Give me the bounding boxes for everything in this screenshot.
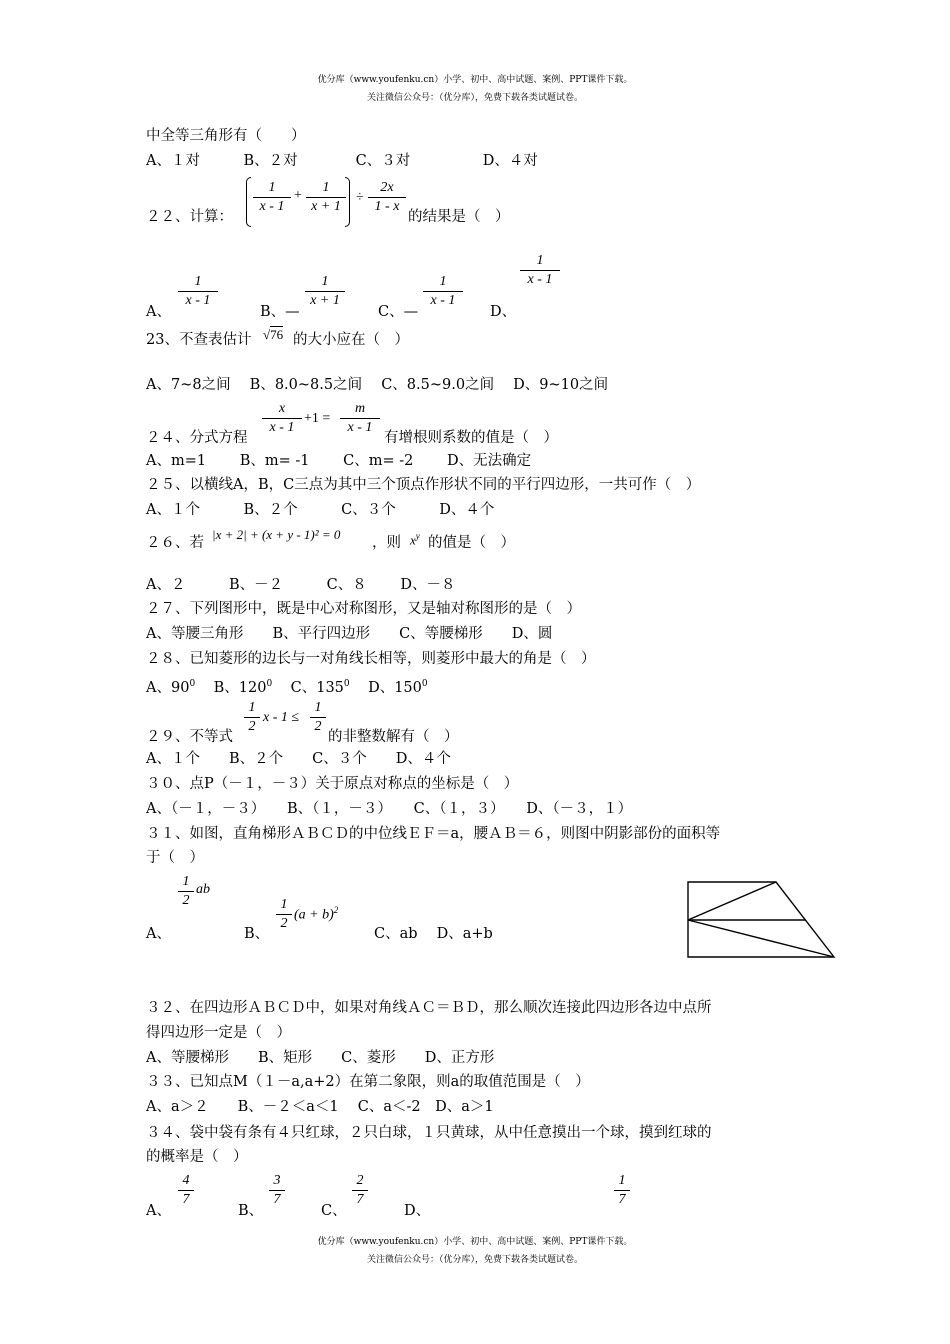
- q22-option-a-frac: $\frac{1}{x - 1}$: [178, 273, 218, 310]
- q27-options: A、等腰三角形 B、平行四边形 C、等腰梯形 D、圆: [146, 626, 553, 642]
- q29-stem-suffix: 的非整数解有（ ）: [328, 729, 459, 745]
- q31-optB-label: B、: [244, 926, 270, 942]
- q31-optCD: C、ab D、a+b: [374, 926, 493, 942]
- q23-stem-prefix: 23、不查表估计: [146, 332, 252, 348]
- q34-option-c-label: C、: [321, 1203, 347, 1219]
- q31-stem-line1: ３１、如图，直角梯形ＡＢＣＤ的中位线ＥＦ＝a，腰ＡＢ＝６，则图中阴影部份的面积等: [146, 826, 721, 842]
- q34-option-d-frac: $\frac{1}{7}$: [614, 1172, 630, 1209]
- q22-option-b-label: B、—: [260, 304, 300, 320]
- q22-frac2: $\frac{1}{x + 1}$: [306, 179, 346, 216]
- q33-options: A、a＞２ B、－２＜a＜1 C、a＜-2 D、a＞1: [146, 1099, 494, 1115]
- q23-radicand: 76: [270, 327, 284, 342]
- q26-stem-suffix: 的值是（ ）: [428, 535, 515, 551]
- q32-options: A、等腰梯形 B、矩形 C、菱形 D、正方形: [146, 1050, 495, 1066]
- q23-stem-suffix: 的大小应在（ ）: [293, 332, 409, 348]
- q26-options: A、２ B、－２ C、８ D、－８: [146, 577, 456, 593]
- q34-stem-line2: 的概率是（ ）: [146, 1149, 248, 1165]
- q22-plus: +: [294, 188, 302, 203]
- q31-optA-label: A、: [146, 926, 171, 942]
- q34-option-b-frac: $\frac{3}{7}$: [269, 1172, 285, 1209]
- q28-option-a: A、90: [146, 679, 190, 696]
- q30-options: A、（－１，－３） B、（１，－３） C、（１，３） D、（－３，１）: [146, 801, 633, 817]
- q22-right-paren: [345, 177, 350, 227]
- page-footer-line1: 优分库（www.youfenku.cn）小学、初中、高中试题、案例、PPT课件下载。: [317, 1237, 633, 1247]
- q32-stem-line1: ３２、在四边形ＡＢＣＤ中，如果对角线ＡＣ＝ＢＤ，那么顺次连接此四边形各边中点所: [146, 1000, 712, 1016]
- q31-optB-frac: $\frac{1}{2}$: [276, 896, 292, 933]
- q24-options: A、m=1 B、m= -1 C、m= -2 D、无法确定: [146, 453, 532, 469]
- q24-rhs-frac: $\frac{m}{x - 1}$: [340, 400, 380, 437]
- q28-option-b: B、120: [213, 679, 267, 696]
- q29-options: A、１个 B、２个 C、３个 D、４个: [146, 751, 451, 767]
- q24-lhs-frac: $\frac{x}{x - 1}$: [262, 400, 302, 437]
- q24-stem-suffix: 有增根则系数的值是（ ）: [384, 430, 558, 446]
- page-header-line2: 关注微信公众号：（优分库），免费下载各类试题试卷。: [366, 93, 583, 103]
- q31-trapezoid-figure: [686, 880, 836, 960]
- q22-frac3: $\frac{2x}{1 - x}$: [368, 179, 406, 216]
- q26-stem-prefix: ２６、若: [146, 535, 204, 551]
- q24-stem-prefix: ２４、分式方程: [146, 430, 248, 446]
- q22-option-d-label: D、: [490, 304, 517, 320]
- q22-option-d-frac: $\frac{1}{x - 1}$: [520, 252, 560, 289]
- q23-options: A、7~8之间 B、8.0~8.5之间 C、8.5~9.0之间 D、9~10之间: [146, 377, 609, 393]
- diagonal-lower: [688, 920, 834, 957]
- q34-option-b-label: B、: [238, 1203, 264, 1219]
- q31-stem-line2: 于（ ）: [146, 850, 204, 866]
- q22-option-a-label: A、: [146, 304, 171, 320]
- q32-stem-line2: 得四边形一定是（ ）: [146, 1025, 291, 1041]
- q22-frac1: $\frac{1}{x - 1}$: [253, 179, 291, 216]
- q28-option-c: C、135: [290, 679, 344, 696]
- q31-optA-frac: $\frac{1}{2}$: [178, 873, 194, 910]
- q34-option-a-label: A、: [146, 1203, 171, 1219]
- q26-stem-mid: ，则: [372, 535, 401, 551]
- q22-option-b-frac: $\frac{1}{x + 1}$: [305, 273, 345, 310]
- q22-option-c-label: C、—: [378, 304, 419, 320]
- q22-left-paren: [246, 177, 251, 227]
- q27-stem: ２７、下列图形中，既是中心对称图形，又是轴对称图形的是（ ）: [146, 601, 581, 617]
- q26-expr: |x + 2| + (x + y - 1)² = 0: [212, 527, 341, 542]
- q33-stem: ３３、已知点M（１－a,a+2）在第二象限，则a的取值范围是（ ）: [146, 1074, 590, 1090]
- q30-stem: ３０、点P（－１，－３）关于原点对称点的坐标是（ ）: [146, 776, 519, 792]
- q22-stem-prefix: ２２、计算：: [146, 209, 233, 225]
- q26-power: $x^y$: [410, 531, 420, 548]
- q29-coef-frac: $\frac{1}{2}$: [244, 699, 260, 736]
- q28-options: A、$90^0$ B、$120^0$ C、$135^0$ D、$150^0$: [146, 679, 428, 696]
- q22-option-c-frac: $\frac{1}{x - 1}$: [423, 273, 463, 310]
- q24-plus-one: +1 =: [304, 411, 331, 426]
- q25-options: A、１个 B、２个 C、３个 D、４个: [146, 502, 495, 518]
- q34-option-a-frac: $\frac{4}{7}$: [178, 1172, 194, 1209]
- q34-option-d-label: D、: [404, 1203, 431, 1219]
- page-footer-line2: 关注微信公众号：（优分库），免费下载各类试题试卷。: [366, 1255, 583, 1265]
- diagonal-upper: [688, 882, 776, 920]
- q34-stem-line1: ３４、袋中袋有条有４只红球，２只白球，１只黄球，从中任意摸出一个球，摸到红球的: [146, 1125, 712, 1141]
- q22-stem-suffix: 的结果是（ ）: [408, 209, 510, 225]
- page-header-line1: 优分库（www.youfenku.cn）小学、初中、高中试题、案例、PPT课件下载。: [317, 75, 633, 85]
- q23-radical: √76: [263, 327, 284, 342]
- q34-option-c-frac: $\frac{2}{7}$: [352, 1172, 368, 1209]
- q29-mid: x - 1 ≤: [263, 710, 300, 725]
- q28-stem: ２８、已知菱形的边长与一对角线长相等，则菱形中最大的角是（ ）: [146, 651, 596, 667]
- q29-stem-prefix: ２９、不等式: [146, 729, 233, 745]
- q31-optB-tail: $(a + b)^2$: [294, 905, 339, 923]
- q21-stem: 中全等三角形有（ ）: [146, 128, 306, 144]
- q31-optA-tail: ab: [196, 882, 210, 897]
- q21-options: A、１对 B、２对 C、３对 D、４对: [146, 153, 538, 169]
- q29-rhs-frac: $\frac{1}{2}$: [310, 699, 326, 736]
- q25-stem: ２５、以横线A，B，C三点为其中三个顶点作形状不同的平行四边形，一共可作（ ）: [146, 477, 701, 493]
- q28-option-d: D、150: [368, 679, 422, 696]
- q22-div: ÷: [356, 190, 364, 205]
